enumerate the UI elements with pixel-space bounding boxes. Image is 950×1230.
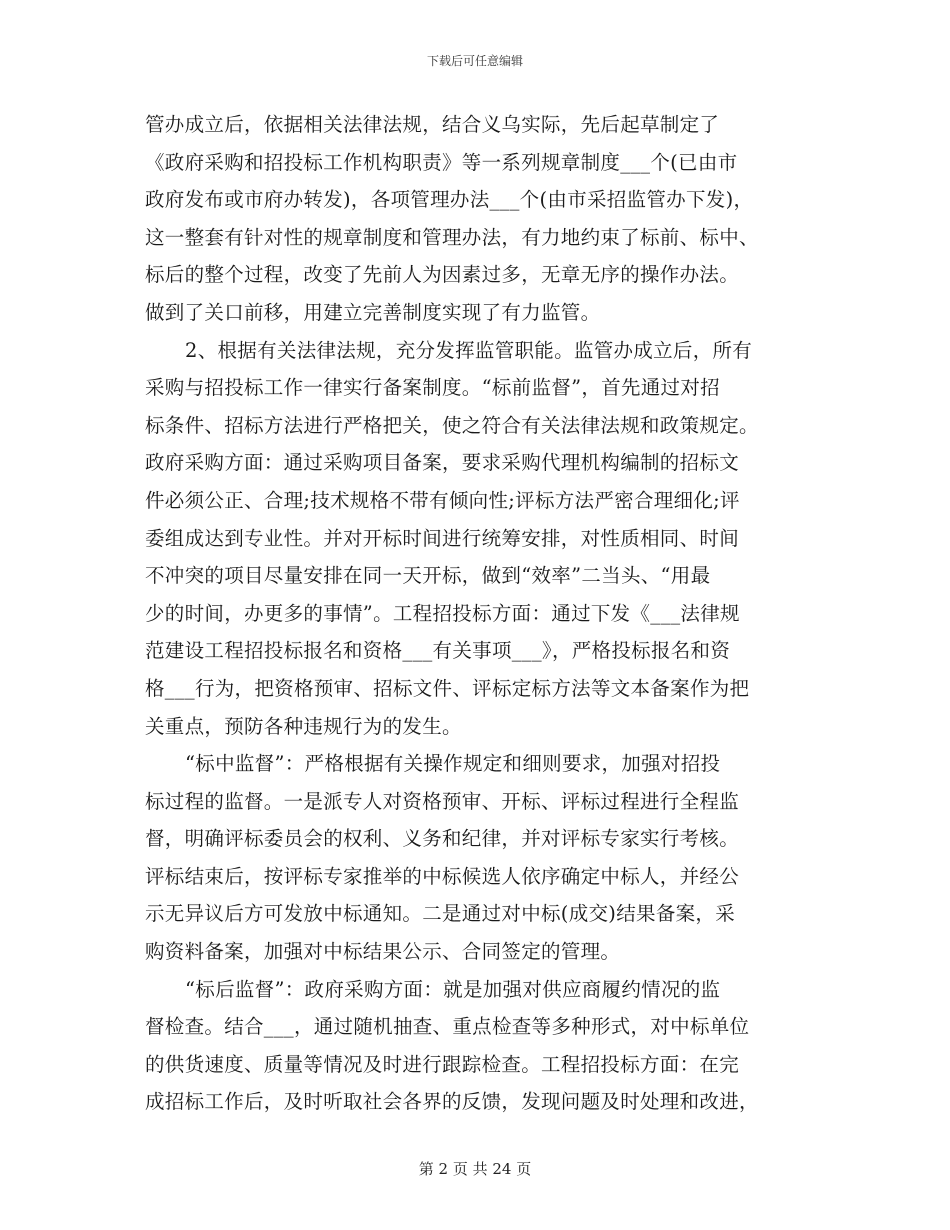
text-line: 管办成立后，依据相关法律法规，结合义乌实际，先后起草制定了 <box>145 113 720 136</box>
text-line: 做到了关口前移，用建立完善制度实现了有力监管。 <box>145 300 601 324</box>
text-line: 评标结束后，按评标专家推举的中标候选人依序确定中标人，并经公 <box>145 864 740 888</box>
text-line: 标条件、招标方法进行严格把关，使之符合有关法律法规和政策规定。 <box>145 413 759 437</box>
text-line: 委组成达到专业性。并对开标时间进行统筹安排，对性质相同、时间 <box>145 526 740 550</box>
text-line: 政府采购方面：通过采购项目备案，要求采购代理机构编制的招标文 <box>145 451 740 475</box>
document-body <box>145 106 815 1121</box>
text-line: 这一整套有针对性的规章制度和管理办法，有力地约束了标前、标中、 <box>145 225 759 249</box>
page-header: 下载后可任意编辑 <box>426 54 523 68</box>
text-line: 范建设工程招投标报名和资格___有关事项___》，严格投标报名和资 <box>145 639 731 663</box>
text-line: 2、根据有关法律法规，充分发挥监管职能。监管办成立后，所有 <box>185 338 753 362</box>
text-line: 示无异议后方可发放中标通知。二是通过对中标(成交)结果备案，采 <box>145 902 736 926</box>
text-line: 关重点，预防各种违规行为的发生。 <box>145 714 462 738</box>
text-line: 政府发布或市府办转发)，各项管理办法___个(由市采招监管办下发)， <box>145 188 754 212</box>
text-line: 格___行为，把资格预审、招标文件、评标定标方法等文本备案作为把 <box>145 676 750 700</box>
text-line: 督，明确评标委员会的权利、义务和纪律，并对评标专家实行考核。 <box>145 827 740 851</box>
text-line: 采购与招投标工作一律实行备案制度。“标前监督”，首先通过对招 <box>145 376 720 400</box>
text-line: 件必须公正、合理;技术规格不带有倾向性;评标方法严密合理细化;评 <box>145 488 740 512</box>
text-line: “标后监督”：政府采购方面：就是加强对供应商履约情况的监 <box>185 977 721 1001</box>
text-line: 《政府采购和招投标工作机构职责》等一系列规章制度___个(已由市 <box>145 150 738 174</box>
text-line: 购资料备案，加强对中标结果公示、合同签定的管理。 <box>145 940 621 964</box>
text-line: “标中监督”：严格根据有关操作规定和细则要求，加强对招投 <box>185 752 721 776</box>
text-line: 督检查。结合___，通过随机抽查、重点检查等多种形式，对中标单位 <box>145 1015 750 1039</box>
text-line: 的供货速度、质量等情况及时进行跟踪检查。工程招投标方面：在完 <box>145 1052 740 1076</box>
text-line: 少的时间，办更多的事情”。工程招投标方面：通过下发《___法律规 <box>145 601 740 625</box>
text-line: 成招标工作后，及时听取社会各界的反馈，发现问题及时处理和改进， <box>145 1090 759 1114</box>
text-line: 标后的整个过程，改变了先前人为因素过多，无章无序的操作办法。 <box>145 263 740 287</box>
text-line: 不冲突的项目尽量安排在同一天开标，做到“效率”二当头、“用最 <box>145 564 711 588</box>
page-number-footer: 第 2 页 共 24 页 <box>418 1160 532 1178</box>
text-line: 标过程的监督。一是派专人对资格预审、开标、评标过程进行全程监 <box>145 789 740 813</box>
